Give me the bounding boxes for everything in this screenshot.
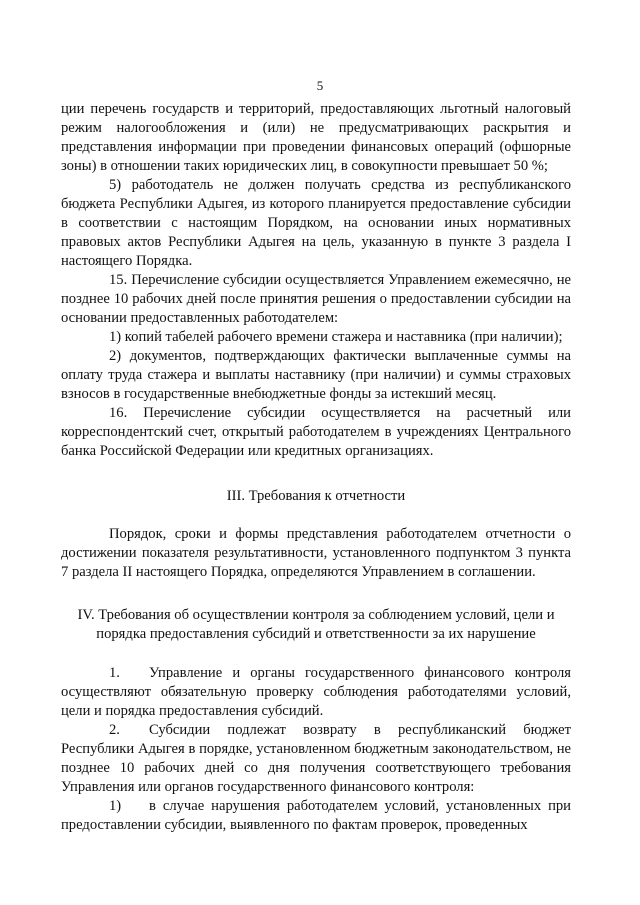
item-number: 2. xyxy=(109,722,120,738)
paragraph-clause-16: 16. Перечисление субсидии осуществляется на расчетный или корреспондентский счет, открытый работодателем в учреждениях Центрального банка Российской Федерации или кредитных организациях. xyxy=(61,405,571,459)
paragraph-item-5: 5) работодатель не должен получать средства из республиканского бюджета Республики Адыгея, из которого планируется предоставление субсидии в соответствии с настоящим Порядком, на основании иных нормативных правовых актов Республики Адыгея на цель, указанную в пункте 3 раздела I настоящего Порядка. xyxy=(61,177,571,269)
section-4-subitem-1 xyxy=(61,797,571,835)
item-text: Управление и органы государственного финансового контроля осуществляют обязательную проверку соблюдения работодателями условий, цели и порядка предоставления субсидий. xyxy=(61,665,571,719)
item-number: 1) xyxy=(109,798,122,814)
item-number: 1. xyxy=(109,665,120,681)
paragraph-continuation: ции перечень государств и территорий, предоставляющих льготный налоговый режим налогообложения и (или) не предусматривающих раскрытия и представления информации при проведении финансовых операций (офшорные зоны) в отношении таких юридических лиц, в совокупности превышает 50 %; xyxy=(61,101,571,174)
section-4-item-2 xyxy=(61,721,571,797)
section-4-item-1 xyxy=(61,664,571,721)
document-body xyxy=(61,100,571,835)
paragraph-subitem-2: 2) документов, подтверждающих фактически выплаченные суммы на оплату труда стажера и выплаты наставнику (при наличии) и суммы страховых взносов в государственные внебюджетные фонды за истекший месяц. xyxy=(61,348,571,402)
item-text: в случае нарушения работодателем условий, установленных при предоставлении субсидии, выявленного по фактам проверок, проведенных xyxy=(61,798,571,833)
item-text: Субсидии подлежат возврату в республиканский бюджет Республики Адыгея в порядке, установленном бюджетным законодательством, не позднее 10 рабочих дней со дня получения соответствующего требования Управления или органов государственного финансового контроля: xyxy=(61,722,571,795)
paragraph-subitem-1: 1) копий табелей рабочего времени стажера и наставника (при наличии); xyxy=(109,329,563,345)
paragraph-clause-15: 15. Перечисление субсидии осуществляется Управлением ежемесячно, не позднее 10 рабочих дней после принятия решения о предоставлении субсидии на основании предоставленных работодателем: xyxy=(61,272,571,326)
page-number: 5 xyxy=(316,78,324,93)
section-3-heading: III. Требования к отчетности xyxy=(226,488,406,504)
section-4-heading-line-1: IV. Требования об осуществлении контроля за соблюдением условий, цели и xyxy=(77,607,555,623)
section-3-text: Порядок, сроки и формы представления работодателем отчетности о достижении показателя результативности, установленного подпунктом 3 пункта 7 раздела II настоящего Порядка, определяются Управлением в соглашении. xyxy=(61,526,571,580)
section-4-heading-line-2: порядка предоставления субсидий и ответственности за их нарушение xyxy=(96,626,536,642)
